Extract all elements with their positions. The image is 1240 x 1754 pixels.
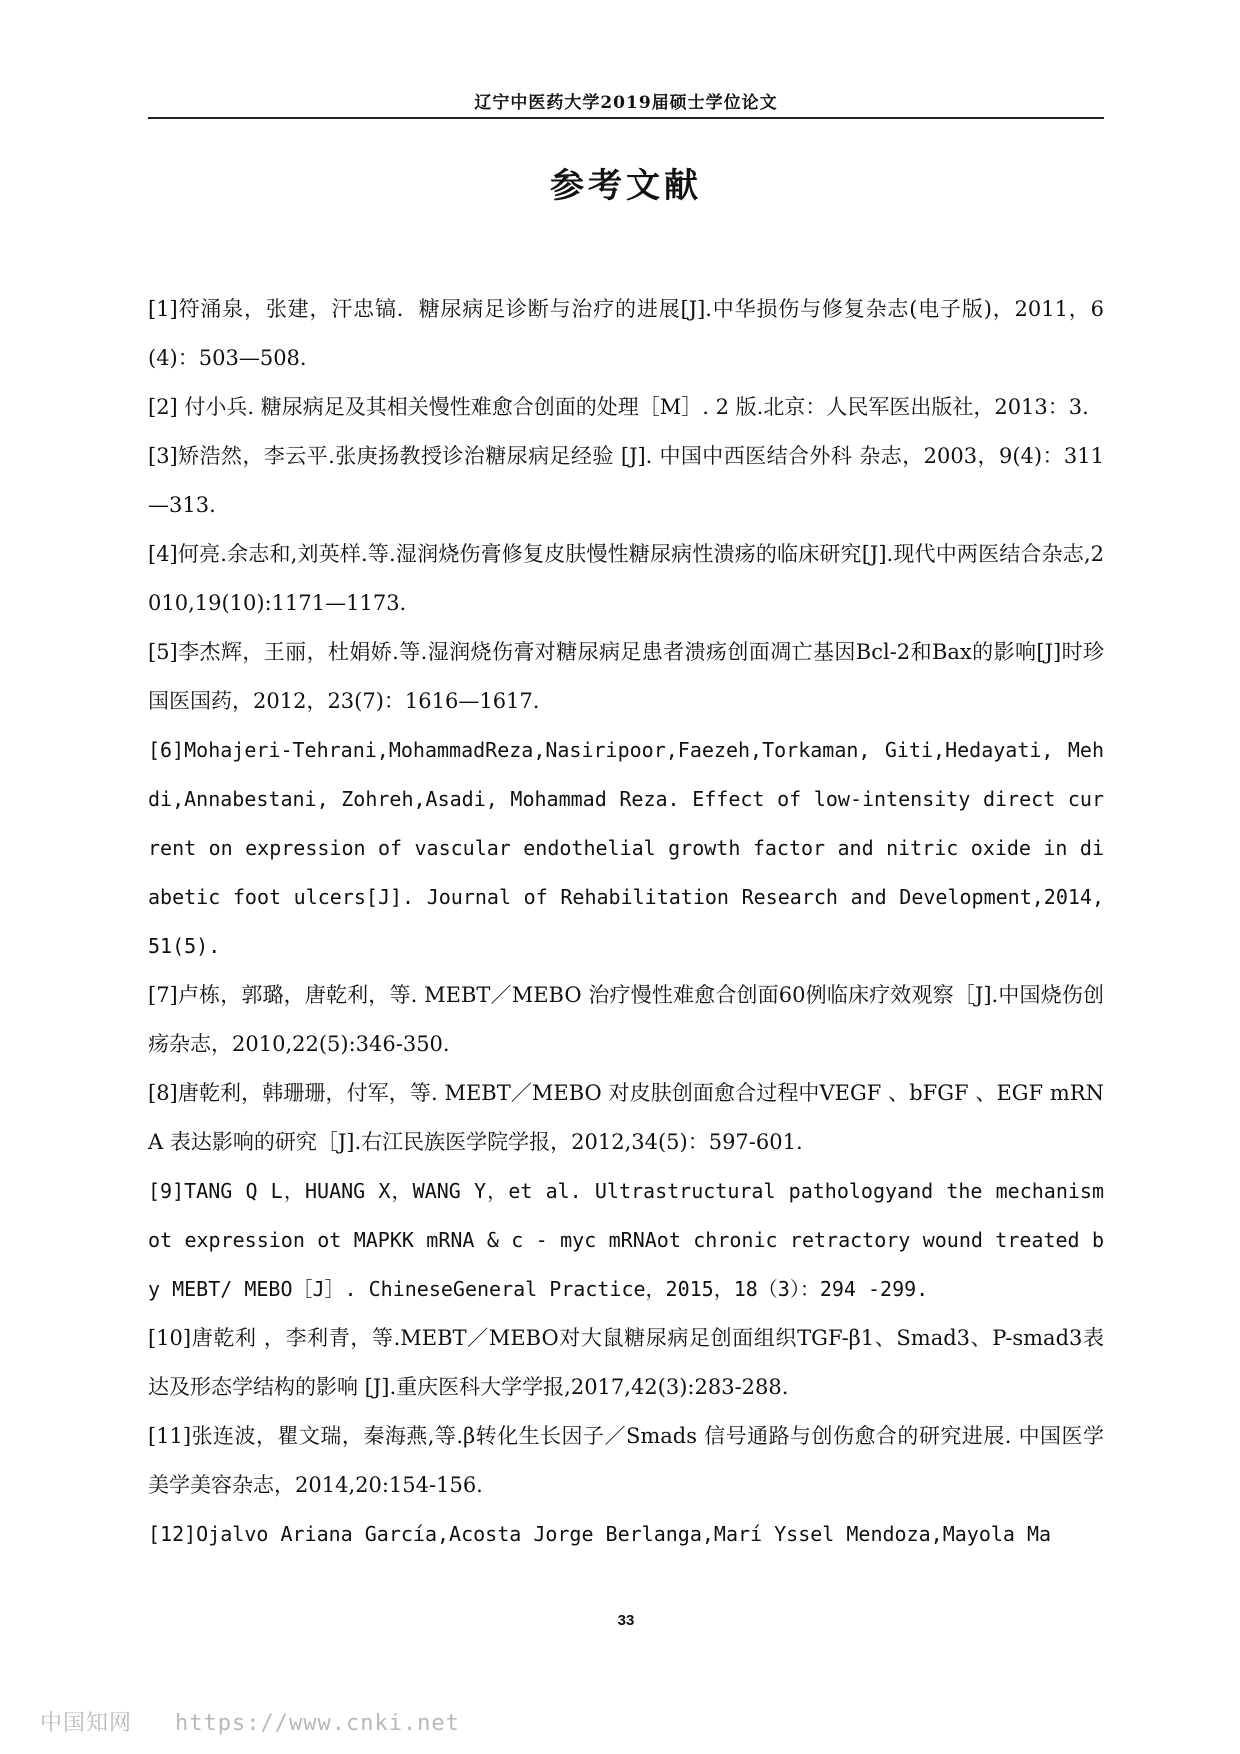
watermark-brand: 中国知网	[40, 1711, 133, 1736]
reference-entry: [2] 付小兵. 糖尿病足及其相关慢性难愈合创面的处理［M］. 2 版.北京：人民军医出版社，2013：3.	[148, 395, 1089, 419]
reference-entry: [5]李杰辉，王丽，杜娟娇.等.湿润烧伤膏对糖尿病足患者溃疡创面凋亡基因Bcl-2和Bax的影响[J]时珍国医国药，2012，23(7)：1616—1617.	[148, 640, 1104, 713]
reference-entry: [11]张连波，瞿文瑞，秦海燕,等.β转化生长因子／Smads 信号通路与创伤愈合的研究进展. 中国医学美学美容杂志，2014,20:154-156.	[148, 1424, 1104, 1497]
reference-entry: [7]卢栋，郭璐，唐乾利，等. MEBT／MEBO 治疗慢性难愈合创面60例临床疗效观察［J].中国烧伤创疡杂志，2010,22(5):346-350.	[148, 983, 1104, 1056]
reference-entry: [9]TANG Q L，HUANG X，WANG Y，et al. Ultrastructural pathologyand the mechanism ot expression ot MAPKK mRNA & c - myc mRNAot chronic retractory wound treated by MEBT/ MEBO［J］. ChineseGeneral Practice，2015，18（3）：294 -299.	[148, 1179, 1104, 1301]
reference-entry: [12]Ojalvo Ariana García,Acosta Jorge Berlanga,Marí Yssel Mendoza,Mayola Ma	[148, 1522, 1052, 1546]
reference-entry: [3]矫浩然，李云平.张庚扬教授诊治糖尿病足经验 [J]. 中国中西医结合外科 杂志，2003，9(4)：311—313.	[148, 444, 1104, 517]
reference-entry: [6]Mohajeri-Tehrani,MohammadReza,Nasiripoor,Faezeh,Torkaman, Giti,Hedayati, Mehdi,Annabestani, Zohreh,Asadi, Mohammad Reza. Effect of low-intensity direct current on expression of vascular endothelial growth factor and nitric oxide in diabetic foot ulcers[J]. Journal of Rehabilitation Research and Development,2014,51(5).	[148, 738, 1104, 958]
header-divider	[148, 117, 1104, 119]
reference-entry: [8]唐乾利，韩珊珊，付军，等. MEBT／MEBO 对皮肤创面愈合过程中VEGF 、bFGF 、EGF mRNA 表达影响的研究［J].右江民族医学院学报，2012,34(5)：597-601.	[148, 1081, 1104, 1154]
reference-entry: [1]符涌泉，张建，汗忠镐．糖尿病足诊断与治疗的进展[J].中华损伤与修复杂志(电子版)，2011，6(4)：503—508.	[148, 297, 1104, 370]
running-header: 辽宁中医药大学2019届硕士学位论文	[474, 93, 778, 113]
watermark-url: https://www.cnki.net	[175, 1711, 460, 1736]
page-number: 33	[617, 1612, 635, 1629]
reference-list	[148, 285, 1104, 1559]
reference-entry: [4]何亮.余志和,刘英样.等.湿润烧伤膏修复皮肤慢性糖尿病性溃疡的临床研究[J].现代中两医结合杂志,2010,19(10):1171—1173.	[148, 542, 1104, 615]
cnki-watermark	[40, 1706, 460, 1737]
reference-entry: [10]唐乾利 ，李利青，等.MEBT／MEBO对大鼠糖尿病足创面组织TGF-β1、Smad3、P-smad3表达及形态学结构的影响 [J].重庆医科大学学报,2017,42(3):283-288.	[148, 1326, 1104, 1399]
page-title: 参考文献	[550, 166, 702, 206]
